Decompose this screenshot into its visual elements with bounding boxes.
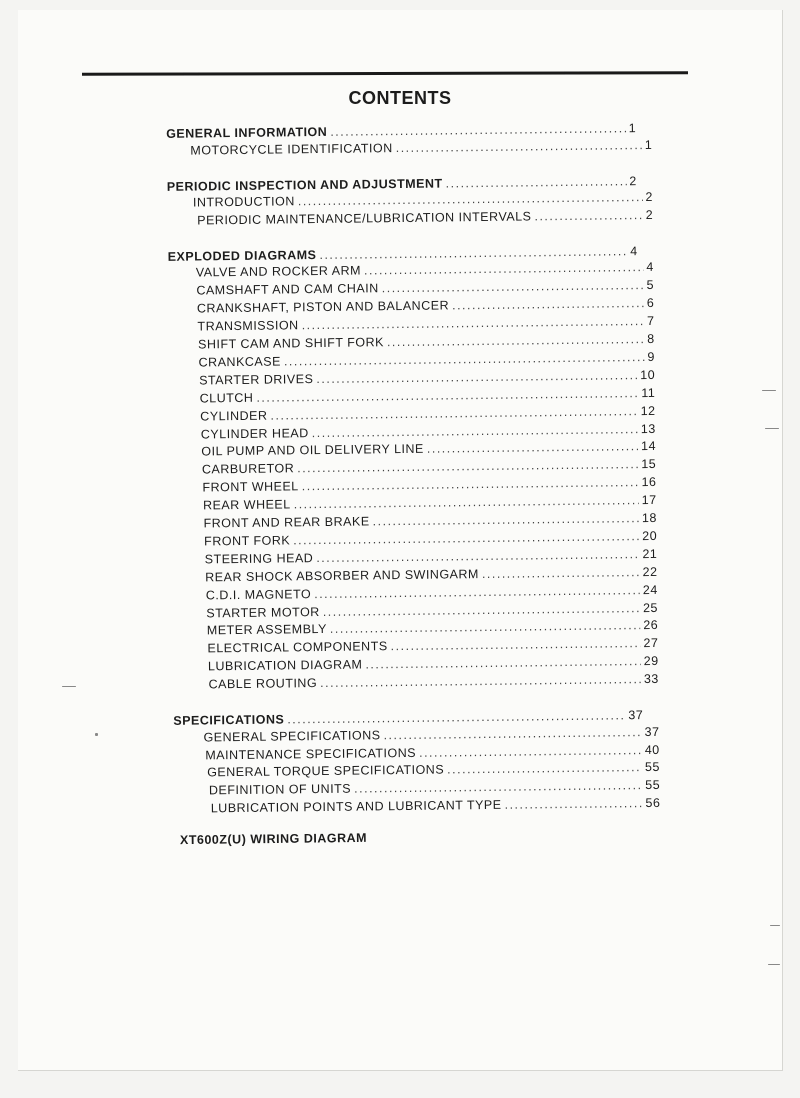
- subsection-item[interactable]: [202, 457, 656, 477]
- page-number: 56: [645, 796, 661, 811]
- subsection-item[interactable]: [193, 190, 653, 210]
- page-number: 5: [646, 278, 655, 293]
- page-number: 40: [644, 742, 660, 757]
- dot-leader: [504, 796, 642, 812]
- item-label: CYLINDER HEAD: [200, 425, 309, 441]
- section-label: SPECIFICATIONS: [173, 712, 285, 728]
- dot-leader: [419, 743, 642, 760]
- subsection-item[interactable]: [199, 368, 655, 388]
- subsection-item[interactable]: [208, 654, 659, 674]
- dot-leader: [330, 618, 641, 636]
- page-number: 1: [644, 137, 653, 152]
- page-number: 55: [645, 778, 661, 793]
- item-label: STEERING HEAD: [204, 550, 314, 567]
- section-label: GENERAL INFORMATION: [166, 124, 328, 141]
- dot-leader: [314, 583, 640, 601]
- item-label: CABLE ROUTING: [208, 676, 318, 692]
- dot-leader: [482, 565, 640, 581]
- dot-leader: [364, 260, 644, 277]
- item-label: OIL PUMP AND OIL DELIVERY LINE: [201, 442, 424, 459]
- item-label: MOTORCYCLE IDENTIFICATION: [190, 140, 393, 158]
- item-label: CYLINDER: [200, 408, 268, 424]
- item-label: C.D.I. MAGNETO: [205, 586, 312, 603]
- dot-leader: [447, 760, 642, 776]
- subsection-item[interactable]: [206, 600, 658, 620]
- page-number: 16: [641, 475, 657, 490]
- page-number: 9: [647, 349, 655, 364]
- page-number: 1: [628, 121, 637, 136]
- dot-leader: [287, 708, 625, 726]
- scan-speck: [62, 686, 76, 687]
- item-label: GENERAL SPECIFICATIONS: [203, 727, 381, 745]
- dot-leader: [284, 350, 645, 368]
- subsection-item[interactable]: [196, 278, 654, 298]
- scan-speck: [765, 428, 779, 429]
- subsection-item[interactable]: [201, 421, 656, 441]
- subsection-item[interactable]: [202, 475, 656, 495]
- subsection-item[interactable]: [203, 511, 656, 531]
- page-number: 15: [641, 457, 657, 472]
- item-label: PERIODIC MAINTENANCE/LUBRICATION INTERVALS: [197, 209, 532, 228]
- item-label: CRANKSHAFT, PISTON AND BALANCER: [196, 298, 450, 316]
- page-number: 37: [628, 708, 644, 723]
- dot-leader: [365, 654, 640, 671]
- subsection-item[interactable]: [207, 636, 658, 656]
- dot-leader: [297, 457, 638, 475]
- subsection-item[interactable]: [197, 314, 654, 334]
- scan-speck: [95, 733, 98, 736]
- dot-leader: [396, 138, 642, 155]
- item-label: LUBRICATION POINTS AND LUBRICANT TYPE: [210, 797, 502, 816]
- item-label: ELECTRICAL COMPONENTS: [207, 639, 388, 656]
- dot-leader: [427, 440, 638, 457]
- wiring-diagram-entry: XT600Z(U) WIRING DIAGRAM: [179, 830, 368, 848]
- page-number: 27: [643, 636, 659, 651]
- subsection-item[interactable]: [208, 672, 658, 692]
- item-label: FRONT AND REAR BRAKE: [203, 514, 370, 531]
- dot-leader: [383, 725, 641, 742]
- page-number: 11: [641, 385, 656, 400]
- page-title: CONTENTS: [348, 88, 452, 108]
- dot-leader: [320, 672, 641, 690]
- page-number: 4: [630, 243, 638, 259]
- dot-leader: [446, 174, 627, 190]
- page-number: 37: [644, 724, 660, 739]
- item-label: STARTER DRIVES: [199, 371, 314, 388]
- subsection-item[interactable]: [198, 332, 655, 352]
- item-label: SHIFT CAM AND SHIFT FORK: [197, 335, 384, 352]
- page-number: 6: [646, 296, 655, 311]
- item-label: CAMSHAFT AND CAM CHAIN: [196, 281, 379, 298]
- page-number: 13: [640, 421, 656, 436]
- subsection-item[interactable]: [211, 796, 661, 815]
- item-label: REAR SHOCK ABSORBER AND SWINGARM: [205, 566, 479, 585]
- dot-leader: [387, 332, 644, 349]
- page-number: 2: [645, 207, 654, 222]
- dot-leader: [452, 296, 644, 312]
- dot-leader: [294, 493, 639, 511]
- subsection-item[interactable]: [207, 760, 660, 780]
- subsection-item[interactable]: [200, 386, 656, 406]
- page-number: 55: [644, 760, 660, 775]
- page-number: 7: [646, 314, 655, 329]
- page-number: 18: [641, 510, 657, 526]
- dot-leader: [373, 511, 640, 528]
- subsection-item[interactable]: [205, 565, 657, 585]
- dot-leader: [270, 404, 637, 422]
- page-number: 2: [629, 173, 637, 188]
- item-label: GENERAL TORQUE SPECIFICATIONS: [207, 762, 445, 780]
- dot-leader: [302, 314, 645, 332]
- scan-speck: [762, 390, 776, 391]
- subsection-item[interactable]: [209, 778, 660, 798]
- subsection-item[interactable]: [197, 208, 653, 228]
- page-number: 12: [640, 403, 656, 418]
- dot-leader: [298, 190, 643, 208]
- subsection-item[interactable]: [205, 742, 660, 762]
- dot-leader: [391, 636, 641, 653]
- scan-speck: [768, 964, 780, 965]
- item-label: METER ASSEMBLY: [206, 622, 327, 638]
- page-number: 21: [642, 546, 658, 561]
- scan-speck: [770, 925, 780, 926]
- item-label: STARTER MOTOR: [206, 604, 320, 620]
- subsection-item[interactable]: [205, 547, 658, 567]
- page-number: 14: [640, 439, 657, 454]
- section-label: EXPLODED DIAGRAMS: [167, 247, 317, 264]
- item-label: CRANKCASE: [198, 354, 281, 370]
- subsection-item[interactable]: [190, 137, 652, 157]
- section-label: PERIODIC INSPECTION AND ADJUSTMENT: [166, 175, 443, 194]
- subsection-item[interactable]: [200, 403, 655, 423]
- page-number: 25: [642, 600, 659, 615]
- page-number: 26: [643, 618, 659, 633]
- item-label: REAR WHEEL: [202, 497, 291, 513]
- item-label: INTRODUCTION: [192, 194, 295, 210]
- dot-leader: [256, 386, 638, 405]
- dot-leader: [302, 475, 639, 493]
- item-label: CLUTCH: [199, 390, 254, 406]
- item-label: DEFINITION OF UNITS: [208, 781, 352, 798]
- page-number: 8: [647, 331, 655, 346]
- page-number: 29: [643, 654, 659, 669]
- page-number: 20: [642, 528, 658, 543]
- dot-leader: [316, 368, 637, 386]
- dot-leader: [323, 601, 640, 619]
- subsection-item[interactable]: [203, 493, 657, 513]
- page-number: 10: [640, 367, 656, 382]
- page-number: 4: [646, 260, 654, 275]
- subsection-item[interactable]: [196, 260, 654, 280]
- subsection-item[interactable]: [206, 582, 658, 602]
- dot-leader: [312, 422, 638, 440]
- page-number: 17: [641, 492, 657, 508]
- page-number: 2: [645, 189, 654, 205]
- subsection-item[interactable]: [203, 724, 659, 744]
- subsection-item[interactable]: [201, 439, 656, 459]
- dot-leader: [316, 547, 639, 565]
- item-label: TRANSMISSION: [197, 318, 299, 334]
- item-label: FRONT FORK: [204, 533, 291, 549]
- subsection-item[interactable]: [207, 618, 658, 638]
- dot-leader: [534, 208, 642, 223]
- page-number: 22: [642, 564, 658, 579]
- dot-leader: [354, 778, 642, 796]
- item-label: CARBURETOR: [201, 461, 295, 477]
- page-number: 33: [643, 671, 659, 687]
- subsection-item[interactable]: [199, 350, 655, 370]
- dot-leader: [382, 278, 644, 295]
- dot-leader: [330, 121, 626, 139]
- subsection-item[interactable]: [197, 296, 654, 316]
- dot-leader: [319, 244, 627, 262]
- item-label: MAINTENANCE SPECIFICATIONS: [205, 745, 417, 762]
- page-number: 24: [642, 582, 658, 597]
- dot-leader: [293, 529, 639, 547]
- subsection-item[interactable]: [204, 529, 657, 549]
- item-label: LUBRICATION DIAGRAM: [207, 657, 363, 674]
- item-label: VALVE AND ROCKER ARM: [195, 263, 362, 280]
- item-label: FRONT WHEEL: [202, 479, 299, 495]
